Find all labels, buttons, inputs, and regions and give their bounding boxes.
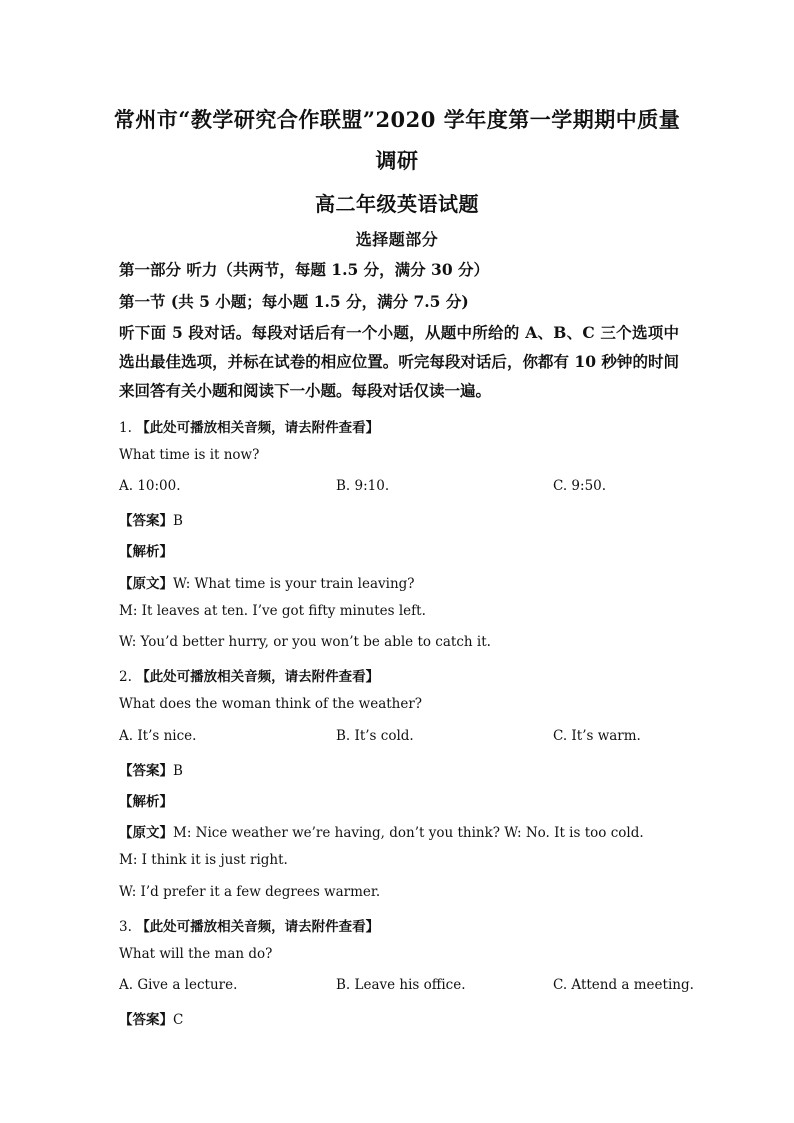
audio-link[interactable]: 【此处可播放相关音频，请去附件查看】 (136, 669, 380, 685)
option-a: A. 10:00. (119, 478, 181, 494)
section-heading: 选择题部分 (355, 230, 439, 249)
transcript-line: M: I think it is just right. (119, 852, 288, 868)
answer-label: 【答案】 (119, 763, 173, 779)
option-c: C. Attend a meeting. (553, 977, 694, 993)
answer-label: 【答案】 (119, 513, 173, 529)
exam-subtitle: 高二年级英语试题 (315, 192, 479, 216)
transcript-label: 【原文】 (119, 576, 173, 592)
exam-title-line1: 常州市“教学研究合作联盟”2020 学年度第一学期期中质量 (113, 107, 681, 132)
question-3-text: What will the man do? (119, 946, 273, 962)
answer-2 (119, 759, 679, 779)
option-b: B. Leave his office. (336, 977, 466, 993)
part-heading: 第一部分 听力（共两节，每题 1.5 分，满分 30 分） (119, 260, 490, 279)
option-c: C. It’s warm. (553, 728, 641, 744)
question-2-audio[interactable] (119, 665, 679, 685)
transcript-label: 【原文】 (119, 825, 173, 841)
answer-value: C (173, 1012, 184, 1028)
transcript-line: W: You’d better hurry, or you won’t be able to catch it. (119, 634, 491, 650)
answer-label: 【答案】 (119, 1012, 173, 1028)
transcript-line: W: I’d prefer it a few degrees warmer. (119, 884, 381, 900)
instructions: 听下面 5 段对话。每段对话后有一个小题，从题中所给的 A、B、C 三个选项中选出最佳选项，并标在试卷的相应位置。听完每段对话后，你都有 10 秒钟的时间来回答有关小题和阅读下一小题。每段对话仅读一遍。 (119, 323, 679, 400)
option-c: C. 9:50. (553, 478, 607, 494)
section-heading-1: 第一节 (共 5 小题；每小题 1.5 分，满分 7.5 分) (119, 292, 469, 311)
option-a: A. Give a lecture. (119, 977, 238, 993)
option-b: B. It’s cold. (336, 728, 414, 744)
transcript-line: M: It leaves at ten. I’ve got fifty minutes left. (119, 603, 426, 619)
audio-link[interactable]: 【此处可播放相关音频，请去附件查看】 (136, 919, 380, 935)
option-b: B. 9:10. (336, 478, 390, 494)
transcript-1 (119, 572, 679, 592)
audio-link[interactable]: 【此处可播放相关音频，请去附件查看】 (136, 420, 380, 436)
question-number: 3. (119, 919, 132, 935)
transcript-line: M: Nice weather we’re having, don’t you think? W: No. It is too cold. (173, 825, 644, 841)
question-3-audio[interactable] (119, 915, 679, 935)
analysis-2: 【解析】 (119, 794, 173, 810)
answer-1 (119, 509, 679, 529)
answer-value: B (173, 763, 183, 779)
question-1-audio[interactable] (119, 416, 679, 436)
question-2-text: What does the woman think of the weather? (119, 696, 423, 712)
exam-title-line2: 调研 (375, 148, 419, 173)
transcript-2 (119, 821, 679, 841)
answer-value: B (173, 513, 183, 529)
analysis-1: 【解析】 (119, 544, 173, 560)
question-number: 2. (119, 669, 132, 685)
question-1-text: What time is it now? (119, 447, 260, 463)
option-a: A. It’s nice. (119, 728, 197, 744)
answer-3 (119, 1008, 679, 1028)
question-number: 1. (119, 420, 132, 436)
transcript-line: W: What time is your train leaving? (173, 576, 415, 592)
